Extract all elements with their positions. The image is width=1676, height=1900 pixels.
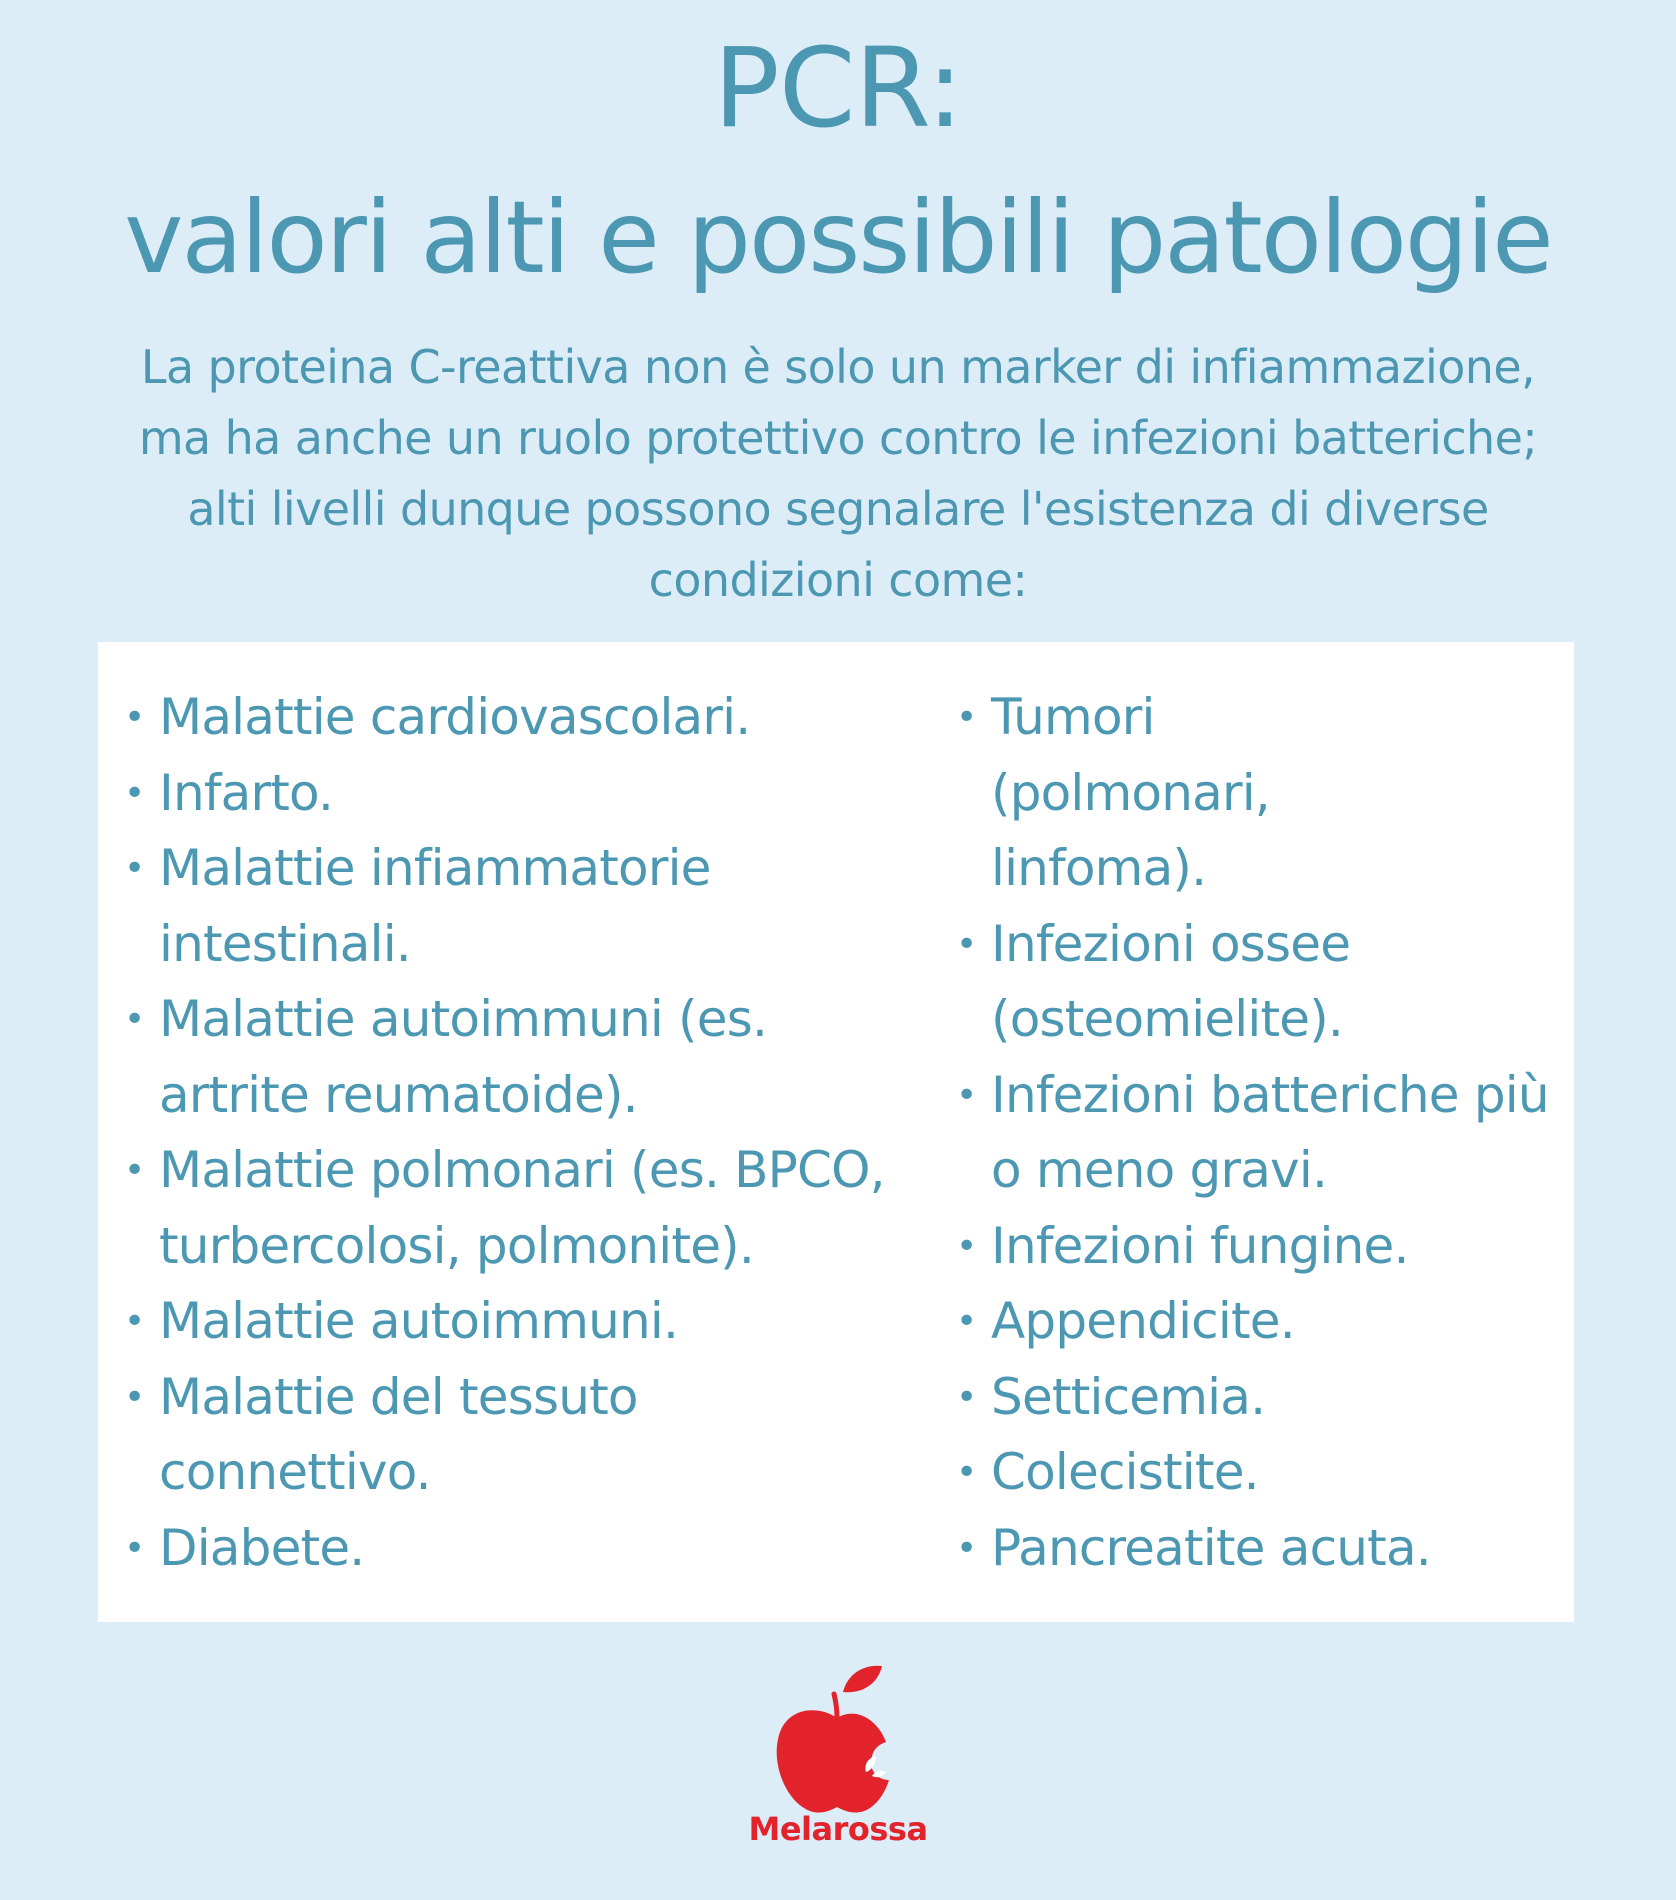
title-line-1: PCR:	[713, 24, 963, 152]
list-item: • Infezioni ossee (osteomielite).	[956, 907, 1556, 1058]
list-item: • Pancreatite acuta.	[956, 1511, 1556, 1587]
list-item: • Infezioni fungine.	[956, 1209, 1556, 1285]
intro-paragraph: La proteina C-reattiva non è solo un marker di infiammazione, ma ha anche un ruolo protettivo contro le infezioni batteriche; alti livelli dunque possono segnalare l'esistenza di diverse condizioni come:	[138, 340, 1538, 607]
list-item: • Tumori (polmonari, linfoma).	[956, 680, 1556, 907]
list-item: • Setticemia.	[956, 1360, 1556, 1436]
list-item: • Malattie del tessuto connettivo.	[124, 1360, 954, 1511]
conditions-list-right	[956, 680, 1556, 1586]
list-item: • Malattie autoimmuni.	[124, 1284, 954, 1360]
list-item: • Infarto.	[124, 756, 954, 832]
list-item: • Diabete.	[124, 1511, 954, 1587]
title-line-2: valori alti e possibili patologie	[124, 179, 1552, 296]
list-item: • Malattie infiammatorie intestinali.	[124, 831, 954, 982]
list-item: • Malattie cardiovascolari.	[124, 680, 954, 756]
conditions-list-left	[124, 680, 954, 1586]
list-item: • Infezioni batteriche più o meno gravi.	[956, 1058, 1556, 1209]
brand-name: Melarossa	[748, 1810, 928, 1848]
list-item: • Appendicite.	[956, 1284, 1556, 1360]
list-item: • Malattie polmonari (es. BPCO, turbercolosi, polmonite).	[124, 1133, 954, 1284]
list-item: • Colecistite.	[956, 1435, 1556, 1511]
conditions-card	[98, 642, 1574, 1622]
list-item: • Malattie autoimmuni (es. artrite reumatoide).	[124, 982, 954, 1133]
